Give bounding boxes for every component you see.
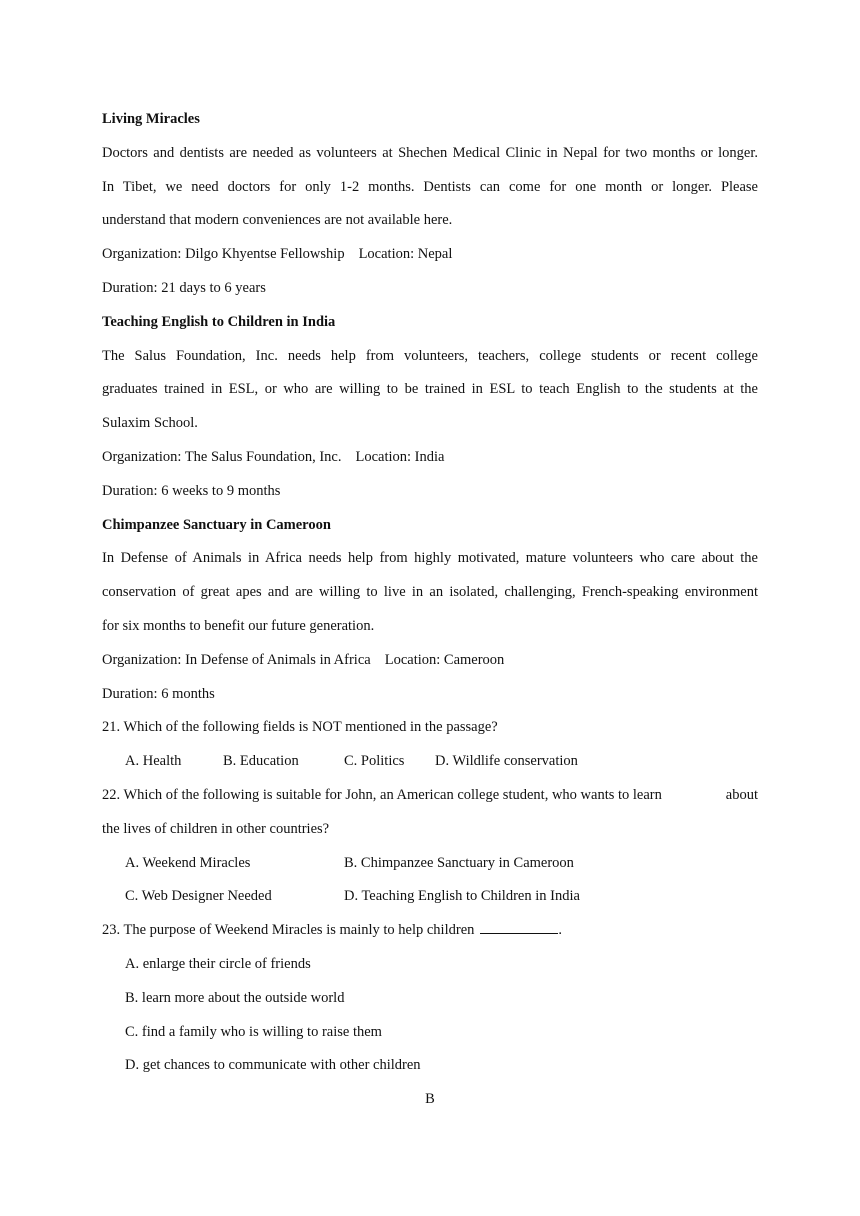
organization-text: Organization: In Defense of Animals in Africa <box>102 651 371 668</box>
option: D. Wildlife conservation <box>435 753 578 770</box>
section-body-line: Doctors and dentists are needed as volunteers at Shechen Medical Clinic in Nepal for two months or longer. <box>102 144 758 161</box>
location-text: Location: Cameroon <box>384 651 505 668</box>
location-text: Location: India <box>355 448 445 465</box>
question-stem-part: . <box>558 922 563 939</box>
option: A. Weekend Miracles <box>125 854 251 871</box>
duration-text: Duration: 6 weeks to 9 months <box>102 482 281 499</box>
option: D. Teaching English to Children in India <box>344 888 580 905</box>
option-row <box>102 847 758 881</box>
option: C. Politics <box>344 753 405 770</box>
option: A. Health <box>125 753 182 770</box>
section-meta <box>102 238 758 272</box>
section-title: Chimpanzee Sanctuary in Cameroon <box>102 516 331 533</box>
section-meta <box>102 644 758 678</box>
section-body-line: graduates trained in ESL, or who are willing to be trained in ESL to teach English to the students at the <box>102 381 758 398</box>
question-stem-part: about <box>725 786 758 803</box>
organization-text: Organization: Dilgo Khyentse Fellowship <box>102 246 345 263</box>
option: B. Chimpanzee Sanctuary in Cameroon <box>344 854 574 871</box>
option-row <box>102 745 758 779</box>
section-body-line: In Tibet, we need doctors for only 1-2 months. Dentists can come for one month or longer. Please <box>102 178 758 195</box>
option: C. find a family who is willing to raise them <box>125 1023 382 1040</box>
question-stem <box>102 779 758 813</box>
option: A. enlarge their circle of friends <box>125 955 311 972</box>
option: B. Education <box>223 753 299 770</box>
section-body-line: understand that modern conveniences are not available here. <box>102 212 453 229</box>
section-body-line: conservation of great apes and are willing to live in an isolated, challenging, French-speaking environment <box>102 584 758 601</box>
option-row <box>102 880 758 914</box>
section-title: Living Miracles <box>102 111 200 127</box>
organization-text: Organization: The Salus Foundation, Inc. <box>102 448 342 465</box>
question-stem: the lives of children in other countries? <box>102 820 330 837</box>
section-title: Teaching English to Children in India <box>102 313 336 330</box>
question-stem <box>102 914 758 948</box>
answer-blank <box>480 921 558 934</box>
question-stem: 21. Which of the following fields is NOT mentioned in the passage? <box>102 719 498 736</box>
option: C. Web Designer Needed <box>125 888 272 905</box>
option: D. get chances to communicate with other children <box>125 1057 421 1074</box>
duration-text: Duration: 21 days to 6 years <box>102 279 266 296</box>
duration-text: Duration: 6 months <box>102 685 215 702</box>
section-body-line: Sulaxim School. <box>102 415 198 432</box>
location-text: Location: Nepal <box>358 246 453 263</box>
question-stem-part: 22. Which of the following is suitable for John, an American college student, who wants to learn <box>102 786 662 803</box>
section-meta <box>102 441 758 475</box>
section-body-line: The Salus Foundation, Inc. needs help from volunteers, teachers, college students or recent college <box>102 347 758 364</box>
page-footer-label: B <box>425 1091 435 1108</box>
section-body-line: for six months to benefit our future generation. <box>102 617 375 634</box>
document-page <box>102 103 758 1117</box>
section-body-line: In Defense of Animals in Africa needs help from highly motivated, mature volunteers who care about the <box>102 550 758 567</box>
option: B. learn more about the outside world <box>125 989 345 1006</box>
question-stem-part: 23. The purpose of Weekend Miracles is mainly to help children <box>102 922 475 939</box>
